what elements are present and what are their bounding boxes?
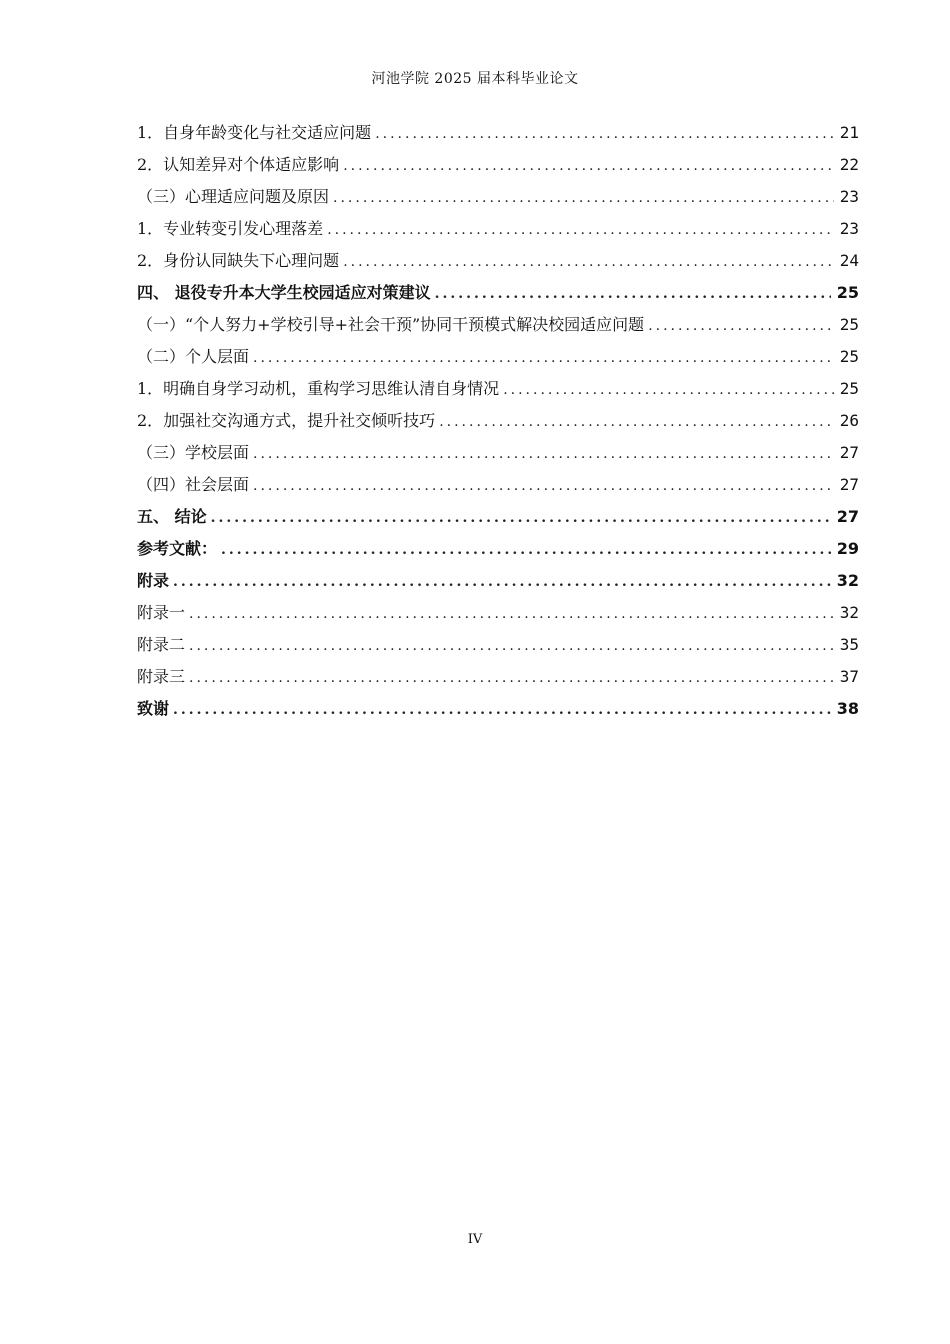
toc-entry[interactable]	[137, 533, 859, 565]
toc-leader-dots	[173, 694, 831, 725]
toc-entry-page: 23	[839, 219, 859, 238]
toc-entry[interactable]	[137, 245, 859, 277]
toc-entry-page: 27	[839, 443, 859, 462]
toc-leader-dots	[253, 438, 834, 469]
toc-leader-dots	[173, 566, 831, 597]
toc-entry[interactable]	[137, 117, 859, 149]
toc-entry[interactable]	[137, 629, 859, 661]
toc-entry-label: 2．身份认同缺失下心理问题	[137, 251, 340, 270]
toc-entry[interactable]	[137, 405, 859, 437]
toc-entry[interactable]	[137, 693, 859, 725]
toc-leader-dots	[333, 182, 834, 213]
toc-entry-page: 21	[839, 123, 859, 142]
toc-leader-dots	[435, 278, 831, 309]
toc-entry[interactable]	[137, 501, 859, 533]
toc-leader-dots	[648, 310, 834, 341]
toc-leader-dots	[439, 406, 834, 437]
toc-entry-label: 附录一	[137, 603, 186, 622]
toc-entry-label: 参考文献：	[137, 539, 218, 558]
toc-entry-page: 27	[839, 475, 859, 494]
toc-entry-page: 25	[839, 379, 859, 398]
toc-leader-dots	[503, 374, 834, 405]
toc-leader-dots	[221, 534, 831, 565]
toc-leader-dots	[343, 150, 834, 181]
toc-entry-label: 2．加强社交沟通方式，提升社交倾听技巧	[137, 411, 436, 430]
toc-entry[interactable]	[137, 565, 859, 597]
table-of-contents	[137, 117, 859, 725]
toc-leader-dots	[343, 246, 834, 277]
toc-entry-label: 致谢	[137, 699, 170, 718]
toc-entry[interactable]	[137, 597, 859, 629]
toc-entry[interactable]	[137, 181, 859, 213]
toc-entry[interactable]	[137, 149, 859, 181]
toc-entry[interactable]	[137, 213, 859, 245]
toc-entry-label: （三）学校层面	[137, 443, 250, 462]
toc-entry-page: 32	[836, 571, 859, 590]
toc-entry-label: （一）“个人努力+学校引导+社会干预”协同干预模式解决校园适应问题	[137, 315, 645, 334]
toc-entry-page: 38	[836, 699, 859, 718]
toc-entry[interactable]	[137, 661, 859, 693]
toc-leader-dots	[189, 598, 834, 629]
running-header: 河池学院 2025 届本科毕业论文	[371, 71, 579, 87]
toc-leader-dots	[253, 470, 834, 501]
toc-entry-page: 25	[839, 315, 859, 334]
toc-entry-page: 37	[839, 667, 859, 686]
toc-entry[interactable]	[137, 469, 859, 501]
toc-entry-label: 2．认知差异对个体适应影响	[137, 155, 340, 174]
toc-entry-page: 25	[839, 347, 859, 366]
toc-entry-page: 35	[839, 635, 859, 654]
toc-entry-label: 1．专业转变引发心理落差	[137, 219, 324, 238]
toc-entry-label: 四、 退役专升本大学生校园适应对策建议	[137, 283, 431, 302]
toc-entry-label: （四）社会层面	[137, 475, 250, 494]
toc-entry[interactable]	[137, 277, 859, 309]
toc-entry[interactable]	[137, 437, 859, 469]
toc-entry-label: 附录三	[137, 667, 186, 686]
toc-entry-label: 1．自身年龄变化与社交适应问题	[137, 123, 372, 142]
toc-entry-page: 22	[839, 155, 859, 174]
toc-entry-page: 26	[839, 411, 859, 430]
toc-entry[interactable]	[137, 373, 859, 405]
page-number: IV	[467, 1232, 483, 1247]
toc-leader-dots	[189, 662, 834, 693]
toc-entry-label: 1．明确自身学习动机，重构学习思维认清自身情况	[137, 379, 500, 398]
toc-entry-page: 32	[839, 603, 859, 622]
toc-entry-label: 五、 结论	[137, 507, 207, 526]
toc-entry-page: 23	[839, 187, 859, 206]
toc-entry-label: （二）个人层面	[137, 347, 250, 366]
toc-entry-page: 24	[839, 251, 859, 270]
toc-entry[interactable]	[137, 341, 859, 373]
toc-leader-dots	[253, 342, 834, 373]
toc-entry-label: 附录	[137, 571, 170, 590]
toc-entry-page: 29	[836, 539, 859, 558]
toc-entry-label: （三）心理适应问题及原因	[137, 187, 330, 206]
toc-entry-page: 27	[836, 507, 859, 526]
toc-leader-dots	[211, 502, 831, 533]
toc-entry-label: 附录二	[137, 635, 186, 654]
toc-leader-dots	[189, 630, 834, 661]
toc-leader-dots	[327, 214, 834, 245]
toc-leader-dots	[375, 118, 834, 149]
toc-entry[interactable]	[137, 309, 859, 341]
toc-entry-page: 25	[836, 283, 859, 302]
